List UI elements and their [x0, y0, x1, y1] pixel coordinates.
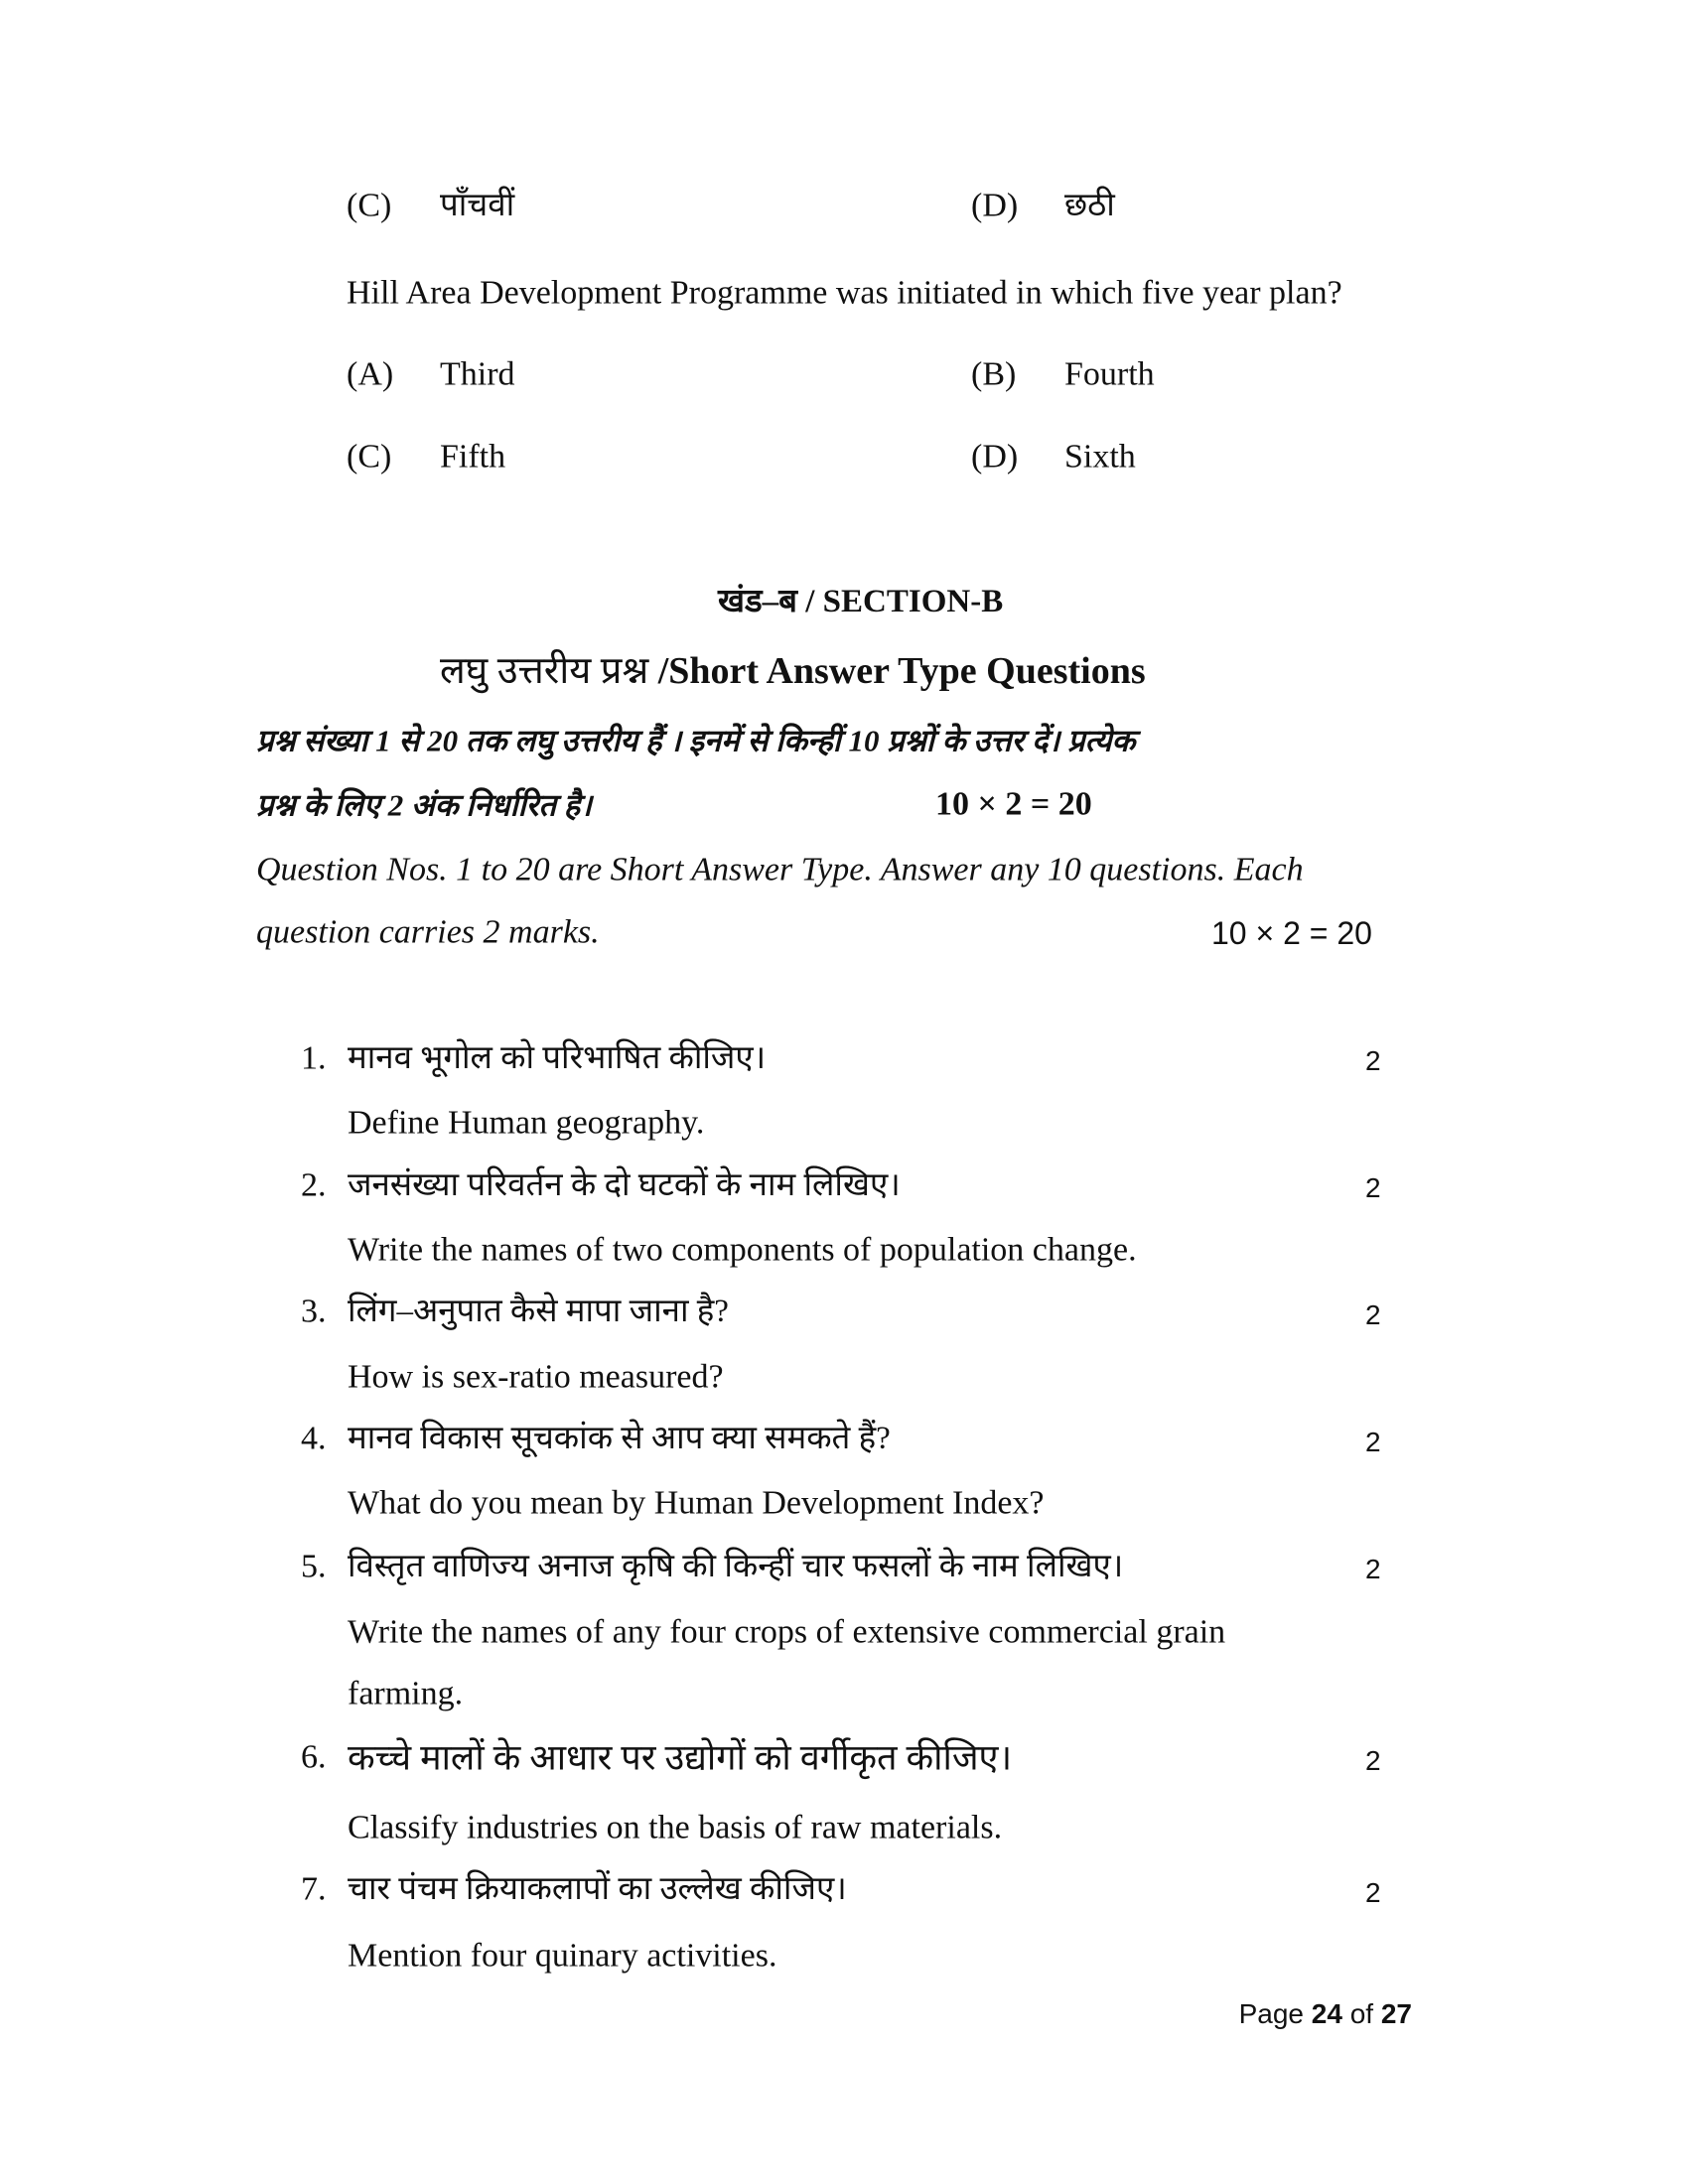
marks-formula-en: 10 × 2 = 20 [1211, 914, 1372, 951]
option-text: Fourth [1064, 355, 1155, 393]
question-number: 7. [301, 1870, 327, 1908]
question-text-en: What do you mean by Human Development Index? [348, 1484, 1045, 1522]
question-marks: 2 [1365, 1554, 1381, 1585]
question-text-en: Define Human geography. [348, 1104, 705, 1142]
question-text-en-continued: farming. [348, 1675, 464, 1712]
question-text-hi: जनसंख्या परिवर्तन के दो घटकों के नाम लिखिए। [348, 1167, 901, 1204]
instructions-en-line2: question carries 2 marks. [256, 913, 600, 951]
question-text-en: Classify industries on the basis of raw materials. [348, 1809, 1003, 1846]
option-text: Sixth [1064, 438, 1136, 476]
section-title: खंड–ब / SECTION-B [718, 584, 1004, 620]
option-label: (A) [347, 355, 394, 393]
page-of: of [1341, 1998, 1381, 2030]
question-text-hi: विस्तृत वाणिज्य अनाज कृषि की किन्हीं चार फसलों के नाम लिखिए। [348, 1549, 1124, 1585]
question-text-en: Write the names of any four crops of extensive commercial grain [348, 1613, 1226, 1651]
option-text: पाँचवीं [440, 188, 515, 224]
question-marks: 2 [1365, 1172, 1381, 1204]
section-subtitle-hi: लघु उत्तरीय प्रश्न [440, 650, 658, 693]
option-label: (D) [971, 187, 1019, 224]
instructions-hi-line2: प्रश्न के लिए 2 अंक निर्धारित है। [256, 787, 592, 823]
total-pages: 27 [1380, 1998, 1412, 2030]
option-text: छठी [1064, 188, 1115, 224]
marks-formula-hi: 10 × 2 = 20 [935, 785, 1092, 823]
question-text-hi: चार पंचम क्रियाकलापों का उल्लेख कीजिए। [348, 1871, 847, 1908]
question-number: 1. [301, 1039, 327, 1077]
option-label: (B) [971, 355, 1017, 393]
question-number: 3. [301, 1293, 327, 1330]
option-label: (C) [347, 187, 392, 224]
question-text-hi: मानव भूगोल को परिभाषित कीजिए। [348, 1040, 767, 1077]
question-marks: 2 [1365, 1877, 1381, 1909]
option-text: Third [440, 355, 515, 393]
mcq-question: Hill Area Development Programme was initiated in which five year plan? [347, 274, 1342, 312]
instructions-en-line1: Question Nos. 1 to 20 are Short Answer Type. Answer any 10 questions. Each [256, 851, 1304, 888]
section-subtitle-en: /Short Answer Type Questions [657, 650, 1146, 693]
option-label: (C) [347, 438, 392, 476]
question-number: 5. [301, 1548, 327, 1585]
question-text-hi: मानव विकास सूचकांक से आप क्या समकते हैं? [348, 1421, 891, 1457]
page-number [1239, 1997, 1412, 2031]
current-page: 24 [1311, 1998, 1342, 2030]
question-number: 6. [301, 1738, 327, 1776]
question-marks: 2 [1365, 1045, 1381, 1077]
question-text-hi: कच्चे मालों के आधार पर उद्योगों को वर्गीकृत कीजिए। [348, 1737, 1013, 1778]
question-text-en: Mention four quinary activities. [348, 1937, 777, 1975]
question-marks: 2 [1365, 1427, 1381, 1458]
option-text: Fifth [440, 438, 506, 476]
question-marks: 2 [1365, 1745, 1381, 1777]
page-prefix: Page [1238, 1998, 1312, 2030]
question-number: 4. [301, 1420, 327, 1457]
option-label: (D) [971, 438, 1019, 476]
instructions-hi-line1: प्रश्न संख्या 1 से 20 तक लघु उत्तरीय हैं । इनमें से किन्हीं 10 प्रश्नों के उत्तर दें। प्रत्येक [256, 723, 1136, 758]
question-text-hi: लिंग–अनुपात कैसे मापा जाना है? [348, 1294, 729, 1330]
question-text-en: Write the names of two components of population change. [348, 1231, 1137, 1269]
question-text-en: How is sex-ratio measured? [348, 1358, 724, 1396]
question-marks: 2 [1365, 1299, 1381, 1331]
section-subtitle [440, 649, 1146, 695]
question-number: 2. [301, 1166, 327, 1204]
